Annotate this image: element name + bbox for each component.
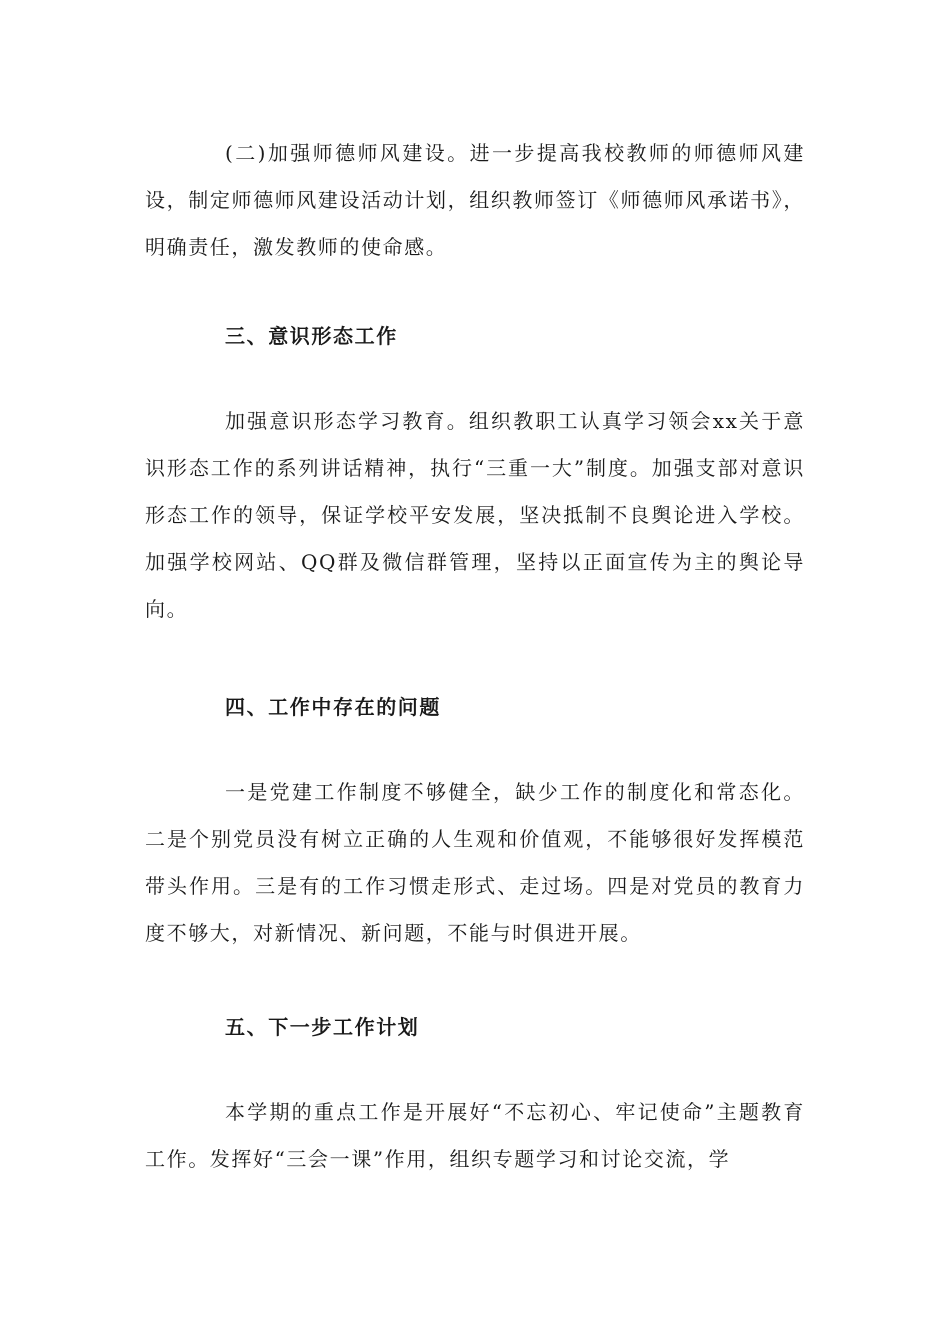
paragraph-ideology: 加强意识形态学习教育。组织教职工认真学习领会xx关于意识形态工作的系列讲话精神，执行“三重一大”制度。加强支部对意识形态工作的领导，保证学校平安发展，坚决抵制不良舆论进入学校。加强学校网站、QQ群及微信群管理，坚持以正面宣传为主的舆论导向。 — [145, 409, 805, 621]
paragraph-teacher-ethics: (二)加强师德师风建设。进一步提高我校教师的师德师风建设，制定师德师风建设活动计划，组织教师签订《师德师风承诺书》，明确责任，激发教师的使命感。 — [145, 141, 805, 259]
section-heading-problems: 四、工作中存在的问题 — [225, 695, 441, 719]
paragraph-problems: 一是党建工作制度不够健全，缺少工作的制度化和常态化。二是个别党员没有树立正确的人生观和价值观，不能够很好发挥模范带头作用。三是有的工作习惯走形式、走过场。四是对党员的教育力度不够大，对新情况、新问题，不能与时俱进开展。 — [145, 780, 805, 945]
section-heading-ideology: 三、意识形态工作 — [225, 324, 398, 348]
paragraph-next-plan: 本学期的重点工作是开展好“不忘初心、牢记使命”主题教育工作。发挥好“三会一课”作用，组织专题学习和讨论交流，学 — [145, 1100, 805, 1171]
section-heading-next-plan: 五、下一步工作计划 — [225, 1015, 420, 1039]
